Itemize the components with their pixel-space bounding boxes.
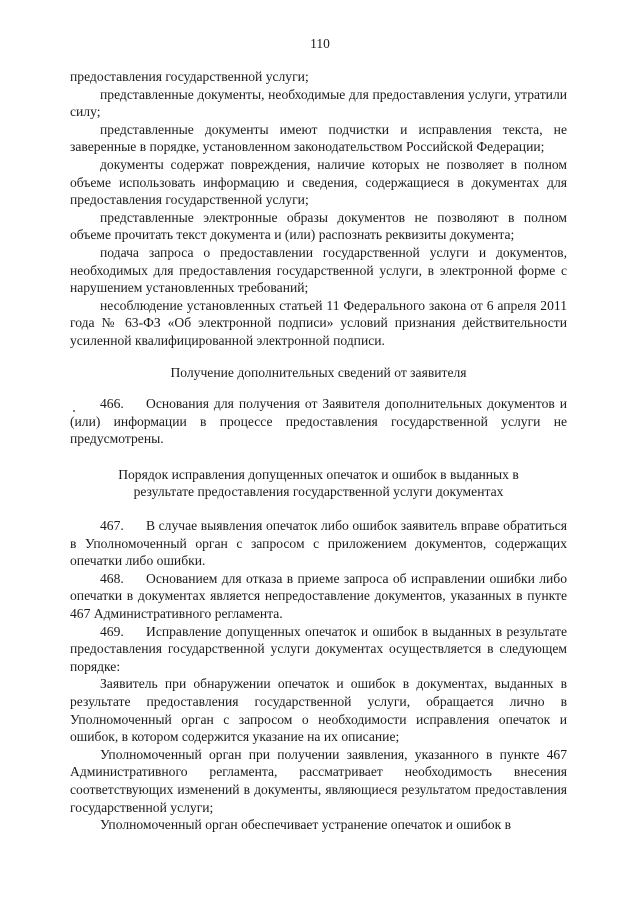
item-466 bbox=[70, 395, 567, 448]
item-466-text: Основания для получения от Заявителя дополнительных документов и (или) информации в процессе предоставления государственной услуги не предусмотрены. bbox=[70, 396, 567, 447]
paragraph-electronic-submission: подача запроса о предоставлении государственной услуги и документов, необходимых для предоставления государственной услуги, в электронной форме с нарушением установленных требований; bbox=[70, 244, 567, 296]
item-467-text: В случае выявления опечаток либо ошибок заявитель вправе обратиться в Уполномоченный орган с запросом с приложением документов, содержащих опечатки либо ошибки. bbox=[70, 518, 567, 569]
item-468-text: Основанием для отказа в приеме запроса об исправлении ошибки либо опечатки в документах является непредоставление документов, указанных в пункте 467 Административного регламента. bbox=[70, 570, 567, 622]
page-number: 110 bbox=[310, 36, 330, 51]
document-body bbox=[70, 68, 567, 834]
item-468-number: 468. bbox=[100, 570, 124, 586]
item-466-number: 466. bbox=[100, 396, 124, 412]
section-heading-error-correction: Порядок исправления допущенных опечаток и ошибок в выданных в результате предоставления государственной услуги документах bbox=[118, 466, 519, 500]
paragraph-applicant-request: Заявитель при обнаружении опечаток и ошибок в документах, выданных в результате предоставления государственной услуги, обращается лично в Уполномоченный орган с запросом о необходимости исправления опечаток и ошибок, в котором содержится указание на их описание; bbox=[70, 676, 567, 745]
item-467 bbox=[70, 517, 567, 570]
paragraph-continuation: предоставления государственной услуги; bbox=[70, 69, 309, 84]
paragraph-authority-review: Уполномоченный орган при получении заявления, указанного в пункте 467 Административного регламента, рассматривает необходимость внесения соответствующих изменений в документы, являющиеся результатом предоставления государственной услуги; bbox=[70, 746, 567, 815]
paragraph-electronic-images: представленные электронные образы документов не позволяют в полном объеме прочитать текст документа и (или) распознать реквизиты документа; bbox=[70, 209, 567, 243]
item-468 bbox=[70, 570, 567, 623]
paragraph-authority-fixes: Уполномоченный орган обеспечивает устранение опечаток и ошибок в bbox=[100, 817, 511, 833]
item-469-number: 469. bbox=[100, 623, 124, 639]
paragraph-expired-documents: представленные документы, необходимые для предоставления услуги, утратили силу; bbox=[70, 86, 567, 120]
section-heading-additional-info: Получение дополнительных сведений от заявителя bbox=[170, 364, 467, 380]
paragraph-damaged-documents: документы содержат повреждения, наличие которых не позволяет в полном объеме использовать информацию и сведения, содержащиеся в документах для предоставления государственной услуги; bbox=[70, 156, 567, 208]
item-469-text: Исправление допущенных опечаток и ошибок в выданных в результате предоставления государственной услуги документах осуществляется в следующем порядке: bbox=[70, 623, 567, 674]
item-469 bbox=[70, 623, 567, 676]
paragraph-corrections: представленные документы имеют подчистки и исправления текста, не заверенные в порядке, установленном законодательством Российской Федерации; bbox=[70, 121, 567, 155]
paragraph-electronic-signature: несоблюдение установленных статьей 11 Федерального закона от 6 апреля 2011 года № 63-ФЗ «Об электронной подписи» условий признания действительности усиленной квалифицированной электронной подписи. bbox=[70, 297, 567, 348]
item-467-number: 467. bbox=[100, 518, 124, 534]
